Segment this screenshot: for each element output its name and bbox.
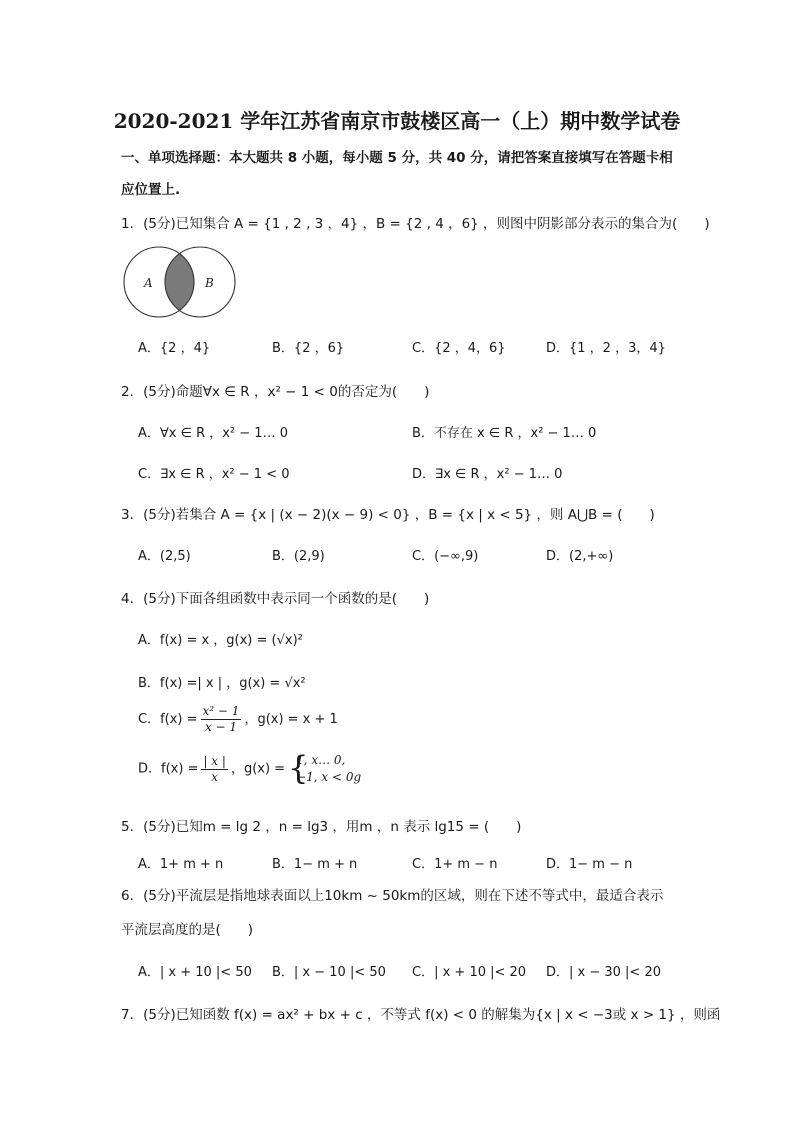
- q4-option-b: B．f(x) =| x | ，g(x) = √x²: [138, 676, 306, 691]
- q4-option-c-numerator: x² − 1: [202, 704, 240, 718]
- q4-option-d-case-1: 1, x… 0,: [296, 753, 346, 767]
- q4-option-d-denominator: x: [211, 769, 219, 784]
- q2-option-c: C．∃x ∈ R ，x² − 1 < 0: [138, 467, 290, 482]
- question-4-stem: 4．(5分)下面各组函数中表示同一个函数的是( ): [121, 591, 430, 607]
- question-1-stem: 1．(5分)已知集合 A = {1 , 2 , 3 ，4} ，B = {2 , 4 ，6} ，则图中阴影部分表示的集合为( ): [121, 216, 710, 232]
- piecewise-brace-glyph: {: [288, 749, 309, 787]
- q3-option-d: D．(2,+∞): [546, 549, 614, 564]
- q4-option-d-fraction: [201, 754, 227, 785]
- question-2-stem: 2．(5分)命题∀x ∈ R ，x² − 1 < 0的否定为( ): [121, 384, 430, 400]
- q1-option-b: B．{2 ，6}: [272, 341, 345, 356]
- q1-option-a: A．{2 ，4}: [138, 341, 211, 356]
- question-6-stem-cont: 平流层高度的是( ): [121, 922, 254, 938]
- question-7-stem: 7．(5分)已知函数 f(x) = ax² + bx + c ，不等式 f(x) < 0 的解集为{x | x < −3或 x > 1} ，则函: [121, 1007, 721, 1023]
- q4-option-a: A．f(x) = x ，g(x) = (√x)²: [138, 633, 303, 648]
- q6-option-d: D．| x − 30 |< 20: [546, 965, 661, 980]
- q6-option-b: B．| x − 10 |< 50: [272, 965, 386, 980]
- venn-label-a: A: [144, 276, 153, 290]
- q5-option-b: B．1− m + n: [272, 857, 358, 872]
- q4-option-c-fraction: [201, 704, 242, 735]
- question-5-stem: 5．(5分)已知m = lg 2 ，n = lg3 ，用m ，n 表示 lg15 = ( ): [121, 819, 522, 835]
- venn-diagram: [118, 246, 242, 318]
- section-heading: 一、单项选择题：本大题共 8 小题，每小题 5 分，共 40 分，请把答案直接填写在答题卡相: [121, 150, 673, 166]
- q2-option-b: B．不存在 x ∈ R ，x² − 1… 0: [412, 426, 597, 441]
- q4-option-c-denominator: x − 1: [204, 720, 238, 734]
- section-heading-cont: 应位置上.: [121, 182, 181, 198]
- q1-option-d: D．{1 ，2 ，3，4}: [546, 341, 666, 356]
- q4-option-c: [138, 704, 338, 735]
- q4-option-d-mid: ，g(x) =: [230, 761, 286, 777]
- q4-option-d-piecewise: [288, 749, 362, 787]
- q3-option-a: A．(2,5): [138, 549, 191, 564]
- q4-option-d-numerator: | x |: [203, 753, 226, 768]
- q6-option-c: C．| x + 10 |< 20: [412, 965, 527, 980]
- q4-option-c-prefix: C．f(x) =: [138, 712, 198, 727]
- question-6-stem: 6．(5分)平流层是指地球表面以上10km ~ 50km的区域，则在下述不等式中，最适合表示: [121, 888, 664, 904]
- page-title: 2020-2021 学年江苏省南京市鼓楼区高一（上）期中数学试卷: [113, 109, 681, 133]
- question-3-stem: 3．(5分)若集合 A = {x | (x − 2)(x − 9) < 0} ，B = {x | x < 5} ，则 A⋃B = ( ): [121, 507, 655, 523]
- q5-option-c: C．1+ m − n: [412, 857, 498, 872]
- q4-option-d-case-2: −1, x < 0g: [296, 770, 362, 784]
- q3-option-c: C．(−∞,9): [412, 549, 479, 564]
- q5-option-a: A．1+ m + n: [138, 857, 224, 872]
- venn-label-b: B: [205, 276, 214, 290]
- q4-option-d: [138, 749, 362, 787]
- q5-option-d: D．1− m − n: [546, 857, 633, 872]
- q6-option-a: A．| x + 10 |< 50: [138, 965, 252, 980]
- q2-option-d: D．∃x ∈ R ，x² − 1… 0: [412, 467, 563, 482]
- q4-option-c-suffix: ，g(x) = x + 1: [244, 712, 338, 727]
- q3-option-b: B．(2,9): [272, 549, 325, 564]
- q4-option-d-prefix: D．f(x) =: [138, 761, 199, 777]
- q1-option-c: C．{2 ，4，6}: [412, 341, 506, 356]
- q2-option-a: A．∀x ∈ R ，x² − 1… 0: [138, 426, 288, 441]
